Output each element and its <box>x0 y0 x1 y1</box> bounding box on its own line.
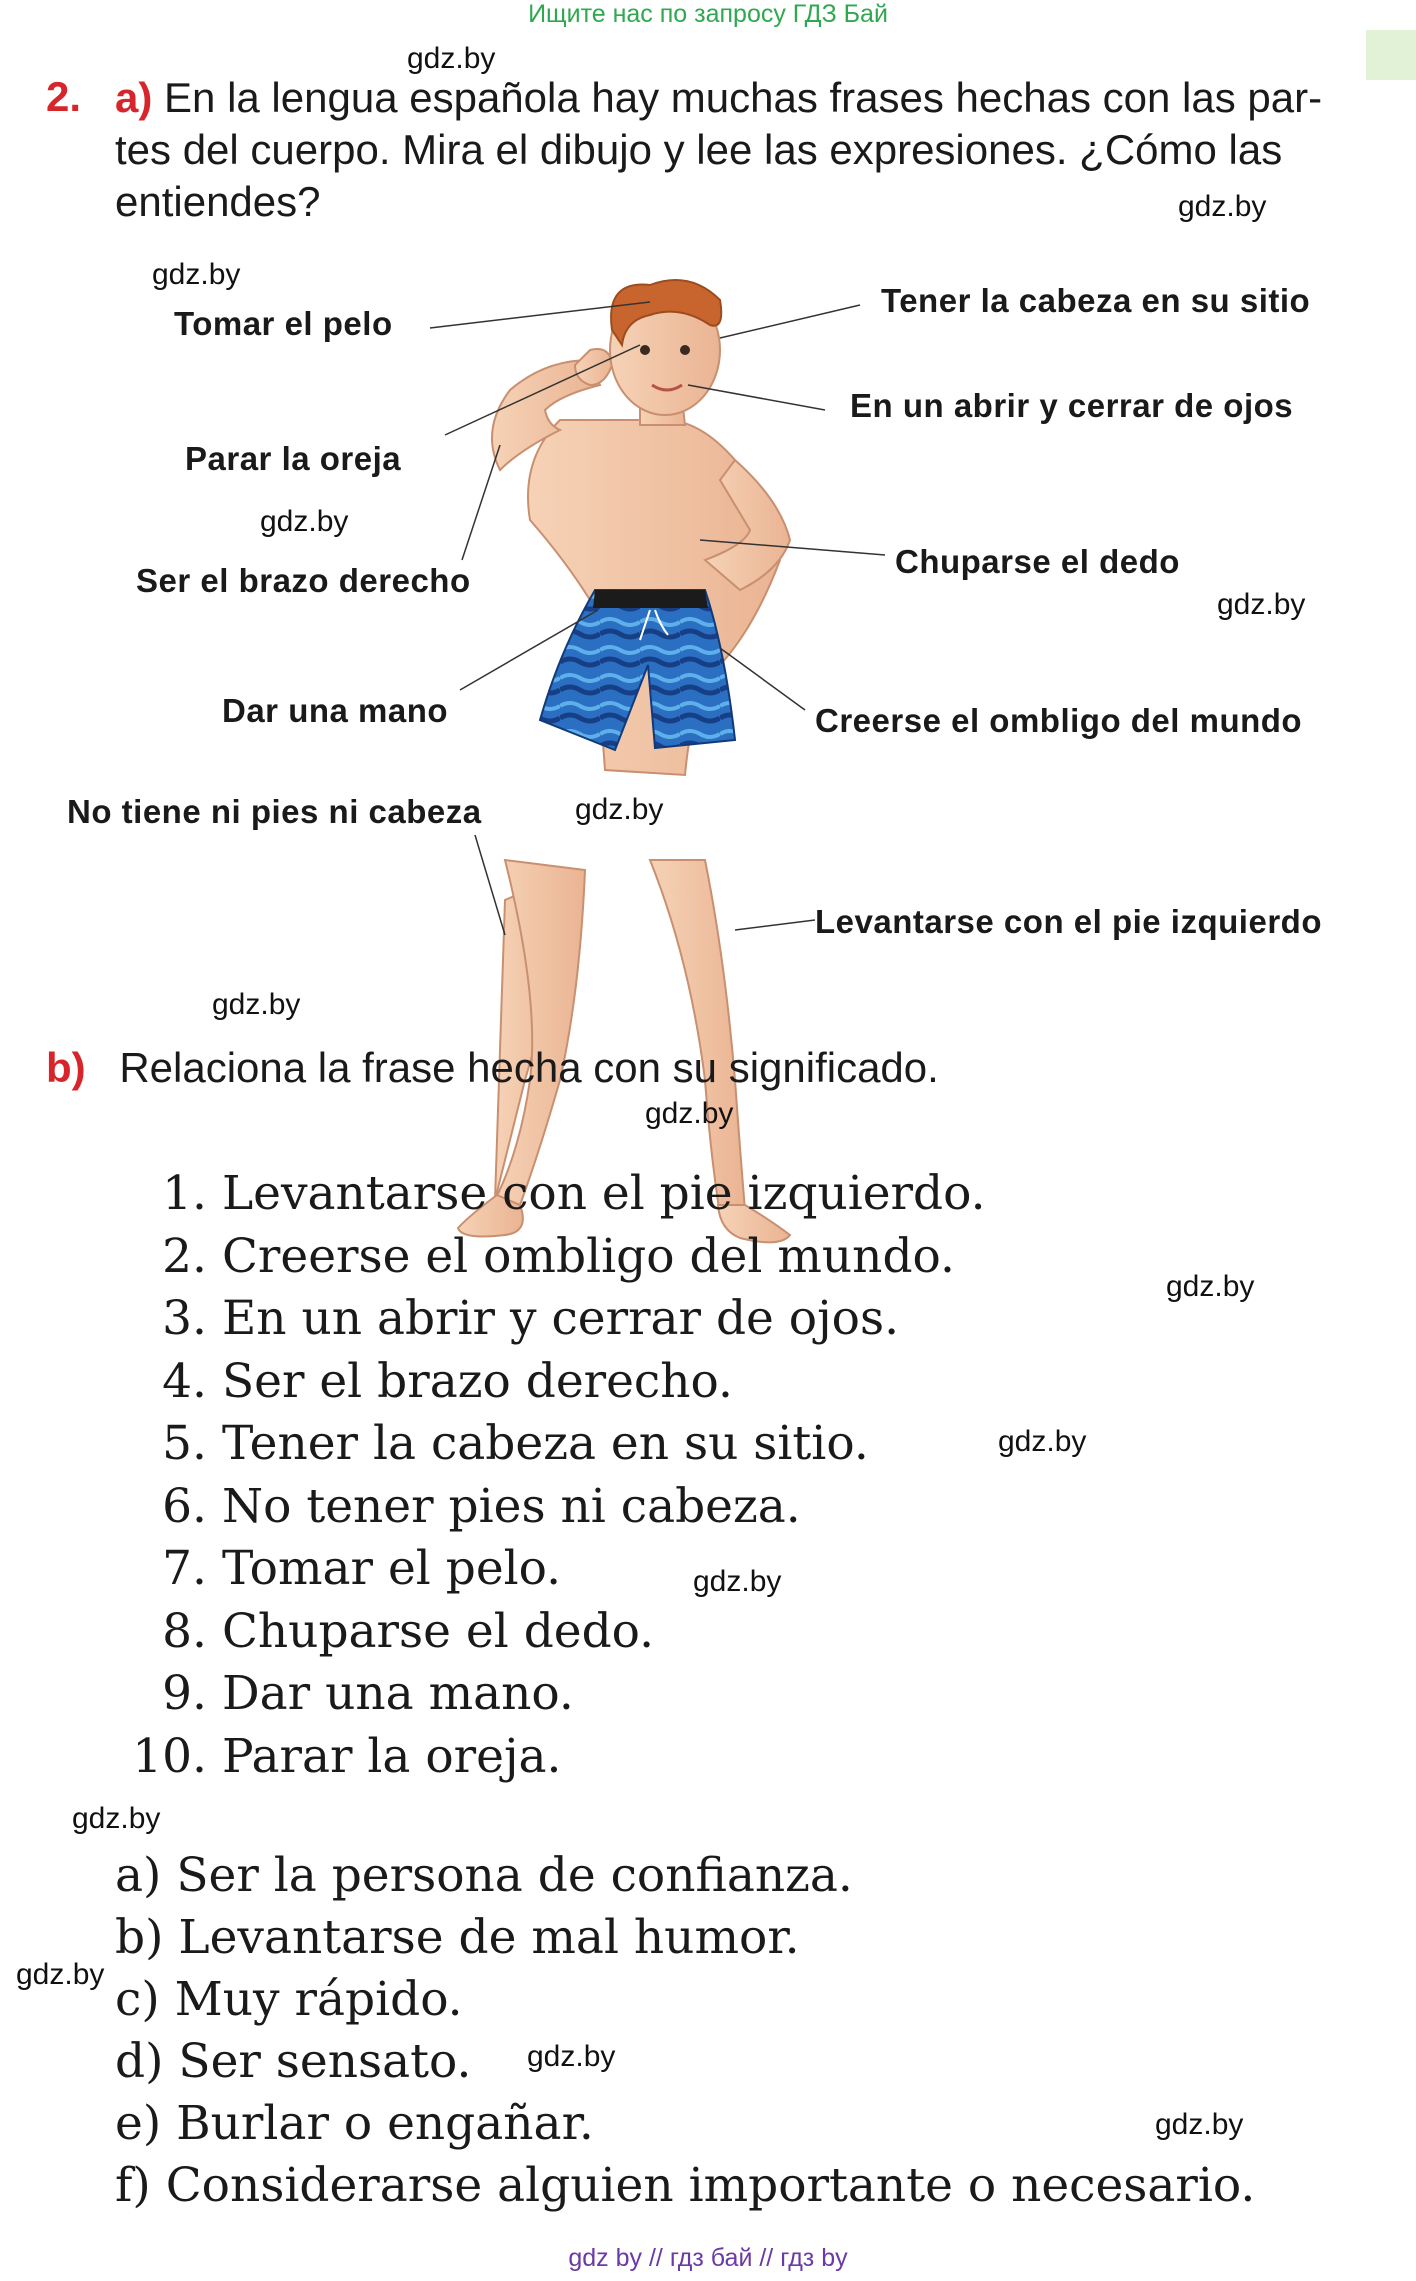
label-ser-el-brazo: Ser el brazo derecho <box>136 562 471 599</box>
part-a-letter: a) <box>115 74 153 121</box>
watermark: gdz.by <box>693 1565 782 1598</box>
watermark: gdz.by <box>998 1425 1087 1458</box>
label-levantarse-con-el-pie: Levantarse con el pie izquierdo <box>815 903 1322 940</box>
meaning-list <box>115 1845 1255 2217</box>
list-item: 7. Tomar el pelo. <box>162 1541 562 1596</box>
label-creerse-el-ombligo: Creerse el ombligo del mundo <box>815 702 1303 739</box>
part-a-line1: En la lengua española hay muchas frases hechas con las par- <box>164 74 1323 121</box>
list-item: 1. Levantarse con el pie izquierdo. <box>162 1166 986 1221</box>
part-b-text: Relaciona la frase hecha con su significado. <box>119 1044 939 1091</box>
part-a-line2: tes del cuerpo. Mira el dibujo y lee las expresiones. ¿Cómo las <box>115 126 1283 173</box>
watermark: gdz.by <box>212 988 301 1021</box>
label-dar-una-mano: Dar una mano <box>222 692 449 729</box>
list-item: 2. Creerse el ombligo del mundo. <box>162 1228 955 1284</box>
label-en-un-abrir: En un abrir y cerrar de ojos <box>850 387 1294 424</box>
watermark: gdz.by <box>645 1097 734 1130</box>
list-item: 5. Tener la cabeza en su sitio. <box>162 1416 869 1471</box>
list-item: 8. Chuparse el dedo. <box>162 1603 655 1659</box>
part-b-letter: b) <box>46 1044 86 1091</box>
watermark: gdz.by <box>1155 2108 1244 2141</box>
label-parar-la-oreja: Parar la oreja <box>185 440 402 477</box>
label-no-tiene-ni-pies: No tiene ni pies ni cabeza <box>67 793 482 830</box>
list-item: 3. En un abrir y cerrar de ojos. <box>162 1291 900 1346</box>
watermark: gdz.by <box>1217 588 1306 621</box>
watermark: gdz.by <box>72 1802 161 1835</box>
list-item: 6. No tener pies ni cabeza. <box>162 1478 801 1534</box>
list-item: b) Levantarse de mal humor. <box>115 1910 800 1965</box>
watermark: gdz.by <box>1166 1270 1255 1303</box>
list-item: c) Muy rápido. <box>115 1972 463 2027</box>
watermark: gdz.by <box>575 793 664 826</box>
list-item: 10. Parar la oreja. <box>132 1728 562 1784</box>
label-tomar-el-pelo: Tomar el pelo <box>174 305 393 342</box>
list-item: f) Considerarse alguien importante o necesario. <box>115 2158 1256 2213</box>
watermark: gdz.by <box>1178 190 1267 223</box>
watermark: gdz.by <box>152 258 241 291</box>
watermark: gdz.by <box>260 505 349 538</box>
list-item: a) Ser la persona de confianza. <box>115 1848 853 1903</box>
phrase-list <box>115 1163 986 1788</box>
list-item: e) Burlar o engañar. <box>115 2096 594 2151</box>
part-a-line3: entiendes? <box>115 178 321 225</box>
footer-links: gdz by // гдз бай // гдз by <box>568 2244 848 2272</box>
label-tener-la-cabeza: Tener la cabeza en su sitio <box>881 282 1311 319</box>
list-item: 9. Dar una mano. <box>162 1666 574 1721</box>
watermark: gdz.by <box>527 2040 616 2073</box>
list-item: d) Ser sensato. <box>115 2034 472 2089</box>
watermark: gdz.by <box>16 1958 105 1991</box>
exercise-number: 2. <box>46 73 82 120</box>
list-item: 4. Ser el brazo derecho. <box>162 1353 733 1409</box>
watermark: gdz.by <box>407 42 496 75</box>
part-b-heading <box>46 1042 939 1094</box>
label-chuparse-el-dedo: Chuparse el dedo <box>895 543 1180 580</box>
top-banner: Ищите нас по запросу ГДЗ Бай <box>528 0 888 28</box>
